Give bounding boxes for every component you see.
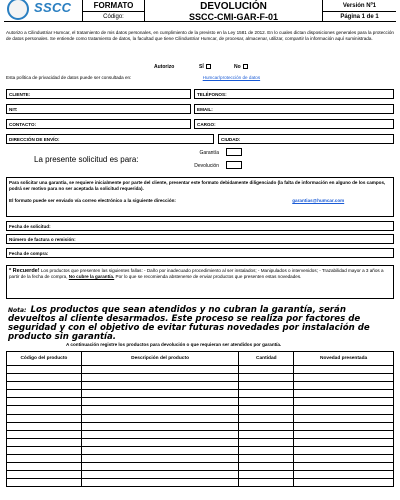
table-row: [7, 438, 394, 446]
autoriza-label: Autorizo: [154, 64, 175, 70]
table-cell[interactable]: [294, 471, 394, 479]
table-row: [7, 398, 394, 406]
email-line: [9, 198, 391, 203]
table-cell[interactable]: [7, 406, 82, 414]
table-cell[interactable]: [239, 398, 294, 406]
col-descripcion: Descripción del producto: [81, 352, 239, 366]
table-row: [7, 422, 394, 430]
table-cell[interactable]: [239, 422, 294, 430]
formato-label: FORMATO: [82, 0, 144, 12]
table-cell[interactable]: [239, 446, 294, 454]
table-cell[interactable]: [7, 471, 82, 479]
table-header-row: [7, 352, 394, 366]
no-cubre-garantia: No cubre la garantía.: [68, 274, 115, 279]
cargo-field[interactable]: CARGO:: [194, 119, 394, 129]
table-cell[interactable]: [81, 422, 239, 430]
reminder-text: Los productos que presenten las siguientes fallas: - Daño por inadecuado procedimiento al ser instalados; - Manipulados o intervenidos; - Trazabilidad mayor a 3 años a partir de la fecha de compra,: [9, 268, 384, 279]
reminder-label: * Recuerde!: [9, 268, 40, 274]
contacto-field[interactable]: CONTACTO:: [6, 119, 191, 129]
table-row: [7, 479, 394, 487]
table-cell[interactable]: [7, 366, 82, 374]
policy-text: Esta política de privacidad de datos puede ser consultada en:: [6, 75, 132, 80]
note-box: [8, 306, 394, 342]
version-label: Versión Nº1: [322, 0, 396, 12]
garantia-label: Garantía: [199, 150, 219, 156]
table-row: [7, 430, 394, 438]
devolucion-checkbox[interactable]: [226, 161, 242, 169]
col-codigo: Código del producto: [7, 352, 82, 366]
table-cell[interactable]: [294, 455, 394, 463]
table-row: [7, 374, 394, 382]
table-cell[interactable]: [294, 463, 394, 471]
table-cell[interactable]: [81, 463, 239, 471]
si-checkbox[interactable]: [206, 64, 211, 69]
table-cell[interactable]: [294, 414, 394, 422]
table-cell[interactable]: [294, 366, 394, 374]
table-cell[interactable]: [294, 390, 394, 398]
table-cell[interactable]: [7, 374, 82, 382]
instructions-box: [6, 177, 394, 217]
table-row: [7, 382, 394, 390]
page-number: Página 1 de 1: [322, 12, 396, 22]
devolucion-label: Devolución: [194, 163, 219, 169]
col-novedad: Novedad presentada: [294, 352, 394, 366]
devolution-form: [4, 0, 396, 500]
direccion-field[interactable]: DIRECCIÓN DE ENVÍO:: [6, 134, 214, 144]
table-row: [7, 455, 394, 463]
table-cell[interactable]: [81, 414, 239, 422]
table-cell[interactable]: [7, 446, 82, 454]
email-instruction: El formato puede ser enviado vía correo electrónico a la siguiente dirección:: [9, 198, 176, 203]
table-cell[interactable]: [239, 390, 294, 398]
table-cell[interactable]: [239, 414, 294, 422]
table-body: [7, 366, 394, 487]
table-cell[interactable]: [81, 479, 239, 487]
reminder-box: [6, 265, 394, 299]
no-option[interactable]: [234, 64, 248, 70]
table-cell[interactable]: [294, 382, 394, 390]
col-cantidad: Cantidad: [239, 352, 294, 366]
email-field[interactable]: EMAIL:: [194, 104, 394, 114]
table-cell[interactable]: [239, 382, 294, 390]
table-row: [7, 463, 394, 471]
si-option[interactable]: [199, 64, 211, 70]
table-row: [7, 406, 394, 414]
table-cell[interactable]: [81, 446, 239, 454]
products-table: [6, 351, 394, 487]
table-cell[interactable]: [239, 463, 294, 471]
codigo-label: Código:: [82, 12, 144, 22]
table-cell[interactable]: [239, 430, 294, 438]
table-cell[interactable]: [294, 479, 394, 487]
table-cell[interactable]: [294, 438, 394, 446]
table-cell[interactable]: [294, 422, 394, 430]
policy-link[interactable]: Humcar/protección de datos: [202, 75, 261, 80]
table-cell[interactable]: [7, 382, 82, 390]
table-cell[interactable]: [294, 446, 394, 454]
reminder-text-2: Por lo que se recomienda abstenerse de enviar productos que presenten estas novedades.: [115, 274, 302, 279]
table-cell[interactable]: [81, 374, 239, 382]
no-checkbox[interactable]: [243, 64, 248, 69]
table-cell[interactable]: [294, 398, 394, 406]
garantia-checkbox[interactable]: [226, 148, 242, 156]
table-cell[interactable]: [239, 479, 294, 487]
no-label: No: [234, 64, 241, 70]
table-cell[interactable]: [7, 463, 82, 471]
table-cell[interactable]: [7, 390, 82, 398]
nit-field[interactable]: NIT:: [6, 104, 191, 114]
table-cell[interactable]: [81, 406, 239, 414]
table-cell[interactable]: [239, 366, 294, 374]
table-cell[interactable]: [239, 438, 294, 446]
logo-text: SSCC: [34, 0, 72, 15]
garantias-email-link[interactable]: garantias@humcar.com: [292, 198, 345, 203]
table-cell[interactable]: [81, 382, 239, 390]
policy-line: [6, 75, 260, 80]
table-cell[interactable]: [81, 390, 239, 398]
table-cell[interactable]: [7, 422, 82, 430]
table-cell[interactable]: [239, 374, 294, 382]
table-cell[interactable]: [239, 471, 294, 479]
table-cell[interactable]: [7, 430, 82, 438]
table-cell[interactable]: [81, 366, 239, 374]
logo-emblem-icon: [7, 0, 29, 20]
form-header: [4, 0, 396, 22]
table-cell[interactable]: [7, 414, 82, 422]
note-label: Nota:: [8, 307, 27, 314]
request-label: La presente solicitud es para:: [34, 155, 139, 164]
factura-field[interactable]: Número de factura o remisión:: [6, 234, 394, 244]
table-cell[interactable]: [294, 406, 394, 414]
table-row: [7, 390, 394, 398]
telefonos-field[interactable]: TELÉFONOS:: [194, 89, 394, 99]
table-row: [7, 446, 394, 454]
form-code: SSCC-CMI-GAR-F-01: [144, 11, 322, 22]
table-cell[interactable]: [81, 430, 239, 438]
cliente-field[interactable]: CLIENTE:: [6, 89, 191, 99]
table-row: [7, 471, 394, 479]
table-cell[interactable]: [294, 430, 394, 438]
table-cell[interactable]: [81, 438, 239, 446]
instructions-text: Para solicitar una garantía, se requiere inicialmente por parte del cliente, presentar este formato debidamente diligenciado (la falta de información en alguno de los campos, podrá ser motivo para no ser aceptada la solicitud requerida).: [9, 180, 386, 191]
table-intro: A continuación registre los productos para devolución o que requieran ser atendidos por garantía.: [66, 342, 282, 347]
table-row: [7, 366, 394, 374]
table-row: [7, 414, 394, 422]
table-cell[interactable]: [294, 374, 394, 382]
form-title: DEVOLUCIÓN: [144, 0, 322, 12]
si-label: SÍ: [199, 64, 204, 70]
table-cell[interactable]: [7, 438, 82, 446]
table-cell[interactable]: [7, 479, 82, 487]
table-cell[interactable]: [239, 406, 294, 414]
table-cell[interactable]: [81, 455, 239, 463]
table-cell[interactable]: [81, 398, 239, 406]
note-text: Los productos que sean atendidos y no cubran la garantía, serán devueltos al cliente desarmados. Este proceso se realiza por factores de seguridad y con el objetivo de evitar futuras novedades por instalación de producto sin garantía.: [8, 305, 370, 342]
table-cell[interactable]: [239, 455, 294, 463]
fecha-solicitud-field[interactable]: Fecha de solicitud:: [6, 221, 394, 231]
table-cell[interactable]: [7, 455, 82, 463]
authorization-text: Autorizo a Cilindustriar Humcar, el tratamiento de mis datos personales, en cumplimiento de la previsto en la Ley 1581 de 2012. En lo cuales dictan disposiciones generales para la protección de datos personales. Se entiende como tratamiento de datos, la facultad que tiene Cilindustriar Humcar, de procesar, almacenar, utilizar, compartir la información aquí suministrada.: [6, 30, 394, 41]
ciudad-field[interactable]: CIUDAD:: [218, 134, 394, 144]
table-cell[interactable]: [81, 471, 239, 479]
sscc-logo: [4, 0, 82, 20]
fecha-compra-field[interactable]: Fecha de compra:: [6, 248, 394, 258]
table-cell[interactable]: [7, 398, 82, 406]
